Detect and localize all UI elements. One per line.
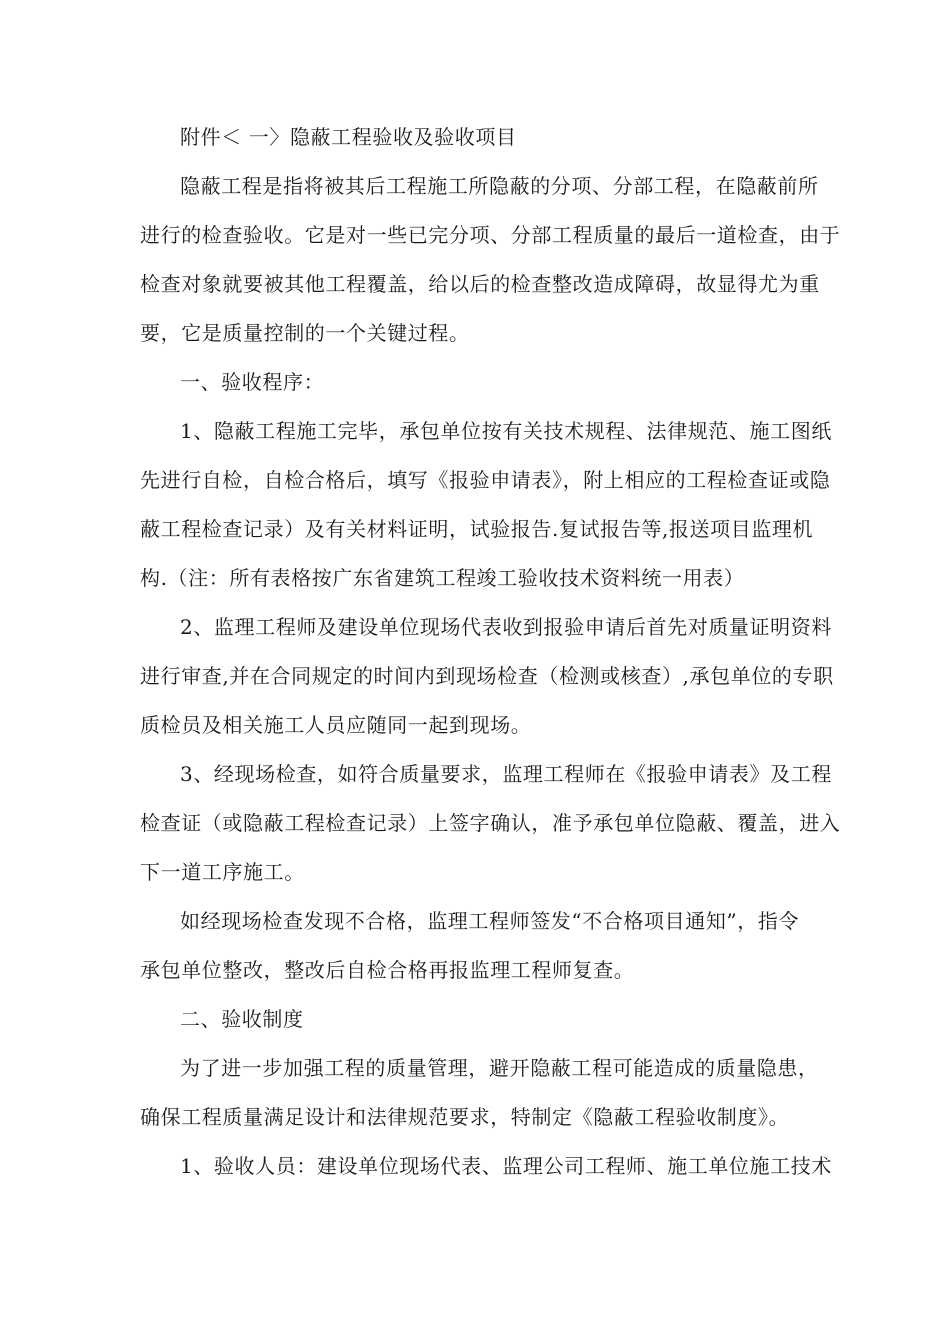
paragraph-line: 进行的检查验收。它是对一些已完分项、分部工程质量的最后一道检查，由于 (140, 223, 841, 247)
paragraph-line: 进行审查,并在合同规定的时间内到现场检查（检测或核查）,承包单位的专职 (140, 664, 834, 688)
section-heading-procedure (140, 358, 830, 407)
paragraph-nonconformance (140, 897, 830, 995)
paragraph-line: 承包单位整改，整改后自检合格再报监理工程师复查。 (140, 958, 635, 982)
paragraph-line: 3、经现场检查，如符合质量要求，监理工程师在《报验申请表》及工程 (180, 762, 832, 786)
paragraph-line: 1、隐蔽工程施工完毕，承包单位按有关技术规程、法律规范、施工图纸 (180, 419, 832, 443)
paragraph-line: 检查证（或隐蔽工程检查记录）上签字确认，准予承包单位隐蔽、覆盖，进入 (140, 811, 841, 835)
paragraph-line: 先进行自检，自检合格后，填写《报验申请表》，附上相应的工程检查证或隐 (140, 468, 831, 492)
paragraph-step-1 (140, 407, 830, 603)
paragraph-line: 2、监理工程师及建设单位现场代表收到报验申请后首先对质量证明资料 (180, 615, 832, 639)
section-heading: 二、验收制度 (180, 1007, 304, 1031)
paragraph-system-purpose (140, 1044, 830, 1142)
paragraph-intro (140, 162, 841, 358)
paragraph-line: 为了进一步加强工程的质量管理，避开隐蔽工程可能造成的质量隐患， (180, 1056, 819, 1080)
paragraph-line: 下一道工序施工。 (140, 860, 305, 884)
document-body (140, 113, 841, 1191)
paragraph-step-3 (140, 750, 841, 897)
paragraph-line: 确保工程质量满足设计和法律规范要求，特制定《隐蔽工程验收制度》。 (140, 1105, 790, 1129)
paragraph-line: 质检员及相关施工人员应随同一起到现场。 (140, 713, 532, 737)
paragraph-line: 检查对象就要被其他工程覆盖，给以后的检查整改造成障碍，故显得尤为重 (140, 272, 820, 296)
paragraph-line: 隐蔽工程是指将被其后工程施工所隐蔽的分项、分部工程，在隐蔽前所 (180, 174, 819, 198)
paragraph-line: 1、验收人员：建设单位现场代表、监理公司工程师、施工单位施工技术 (180, 1154, 832, 1178)
paragraph-line: 要，它是质量控制的一个关键过程。 (140, 321, 470, 345)
paragraph-line: 蔽工程检查记录）及有关材料证明，试验报告.复试报告等,报送项目监理机 (140, 517, 814, 541)
paragraph-line: 如经现场检查发现不合格，监理工程师签发“不合格项目通知”，指令 (180, 909, 800, 933)
paragraph-line: 构.（注：所有表格按广东省建筑工程竣工验收技术资料统一用表） (140, 566, 745, 590)
section-heading: 一、验收程序： (180, 370, 325, 394)
paragraph-personnel (140, 1142, 830, 1191)
section-heading-system (140, 995, 830, 1044)
paragraph-step-2 (140, 603, 834, 750)
document-title: 附件＜ 一〉隐蔽工程验收及验收项目 (180, 125, 517, 149)
